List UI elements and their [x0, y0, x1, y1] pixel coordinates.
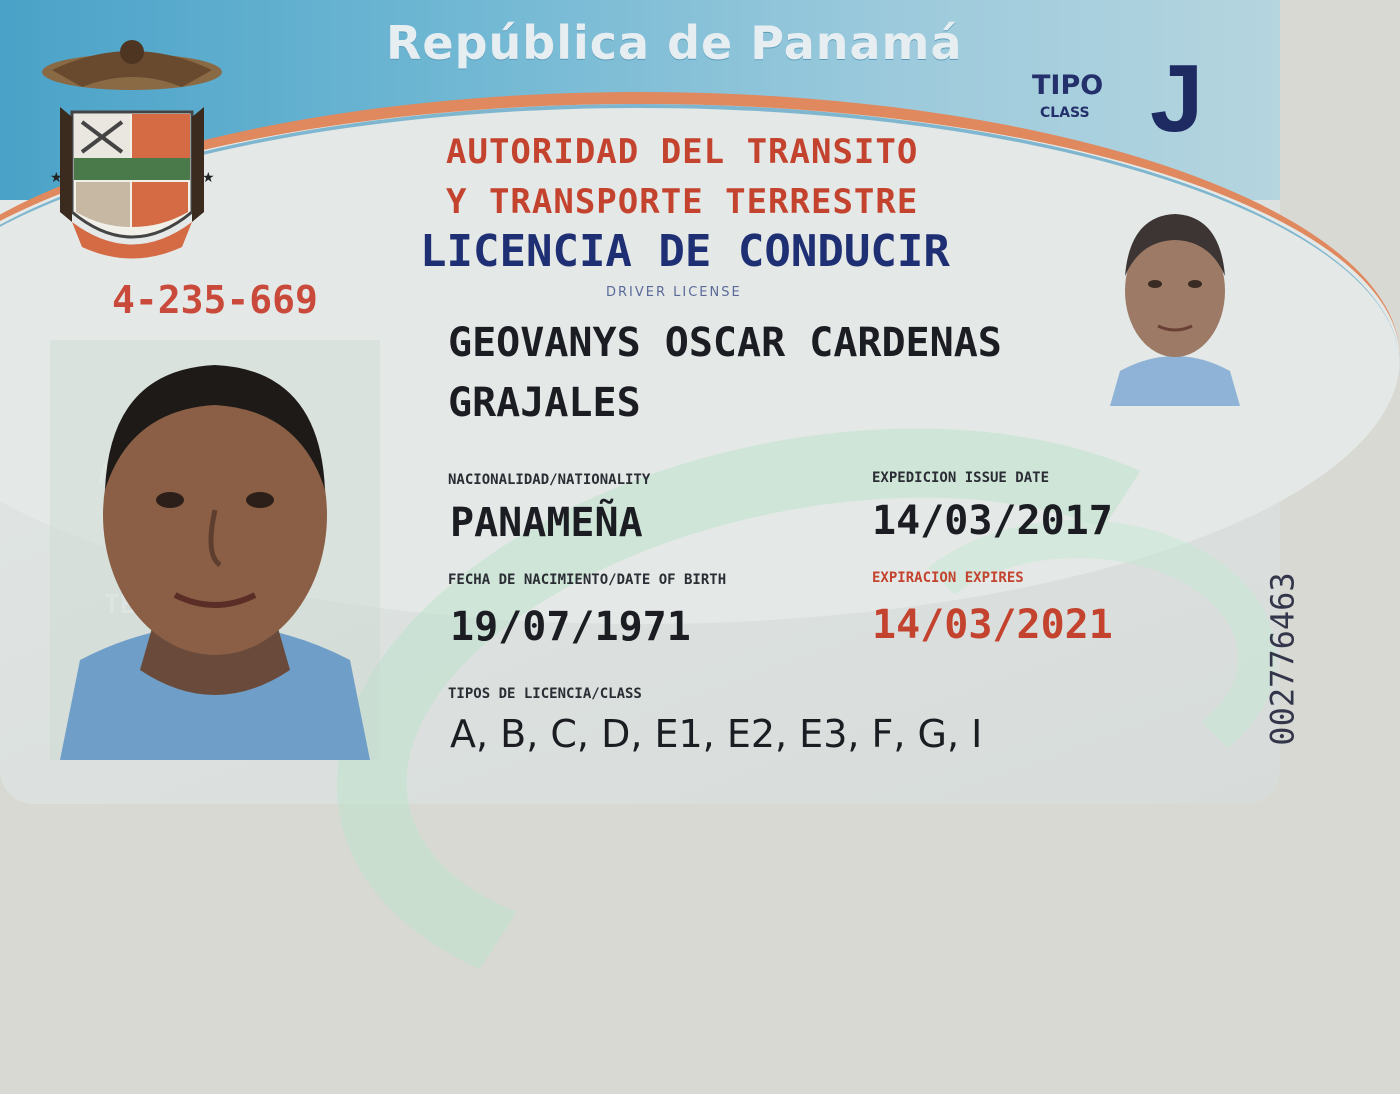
nationality-label: NACIONALIDAD/NATIONALITY [448, 472, 651, 488]
svg-text:★: ★ [202, 170, 215, 186]
coat-of-arms-icon [32, 12, 232, 272]
holder-photo-ghost [1100, 196, 1250, 406]
birth-date-value: 19/07/1971 [450, 604, 691, 650]
expiry-date-value: 14/03/2021 [872, 602, 1113, 648]
document-number: 4-235-669 [112, 278, 318, 322]
nationality-value: PANAMEÑA [450, 500, 643, 546]
holder-name-line-2: GRAJALES [448, 380, 641, 426]
birth-date-label: FECHA DE NACIMIENTO/DATE OF BIRTH [448, 572, 727, 588]
expiry-date-label: EXPIRACION EXPIRES [872, 570, 1024, 586]
country-name: República de Panamá [386, 16, 963, 70]
license-classes-value: A, B, C, D, E1, E2, E3, F, G, I [450, 712, 983, 756]
svg-text:★: ★ [50, 170, 63, 186]
authority-line-1: AUTORIDAD DEL TRANSITO [446, 132, 919, 172]
issue-date-label: EXPEDICION ISSUE DATE [872, 470, 1050, 486]
holder-name-line-1: GEOVANYS OSCAR CARDENAS [448, 320, 1002, 366]
license-classes-label: TIPOS DE LICENCIA/CLASS [448, 686, 642, 702]
license-class-value: J [1150, 45, 1204, 152]
document-subtitle: DRIVER LICENSE [606, 285, 742, 300]
serial-number: 002776463 [1263, 572, 1302, 746]
class-label: CLASS [1040, 105, 1090, 121]
document-title: LICENCIA DE CONDUCIR [420, 226, 950, 277]
authority-line-2: Y TRANSPORTE TERRESTRE [446, 182, 919, 222]
class-tipo-label: TIPO [1032, 70, 1104, 101]
holder-photo [50, 340, 380, 760]
issue-date-value: 14/03/2017 [872, 498, 1113, 544]
